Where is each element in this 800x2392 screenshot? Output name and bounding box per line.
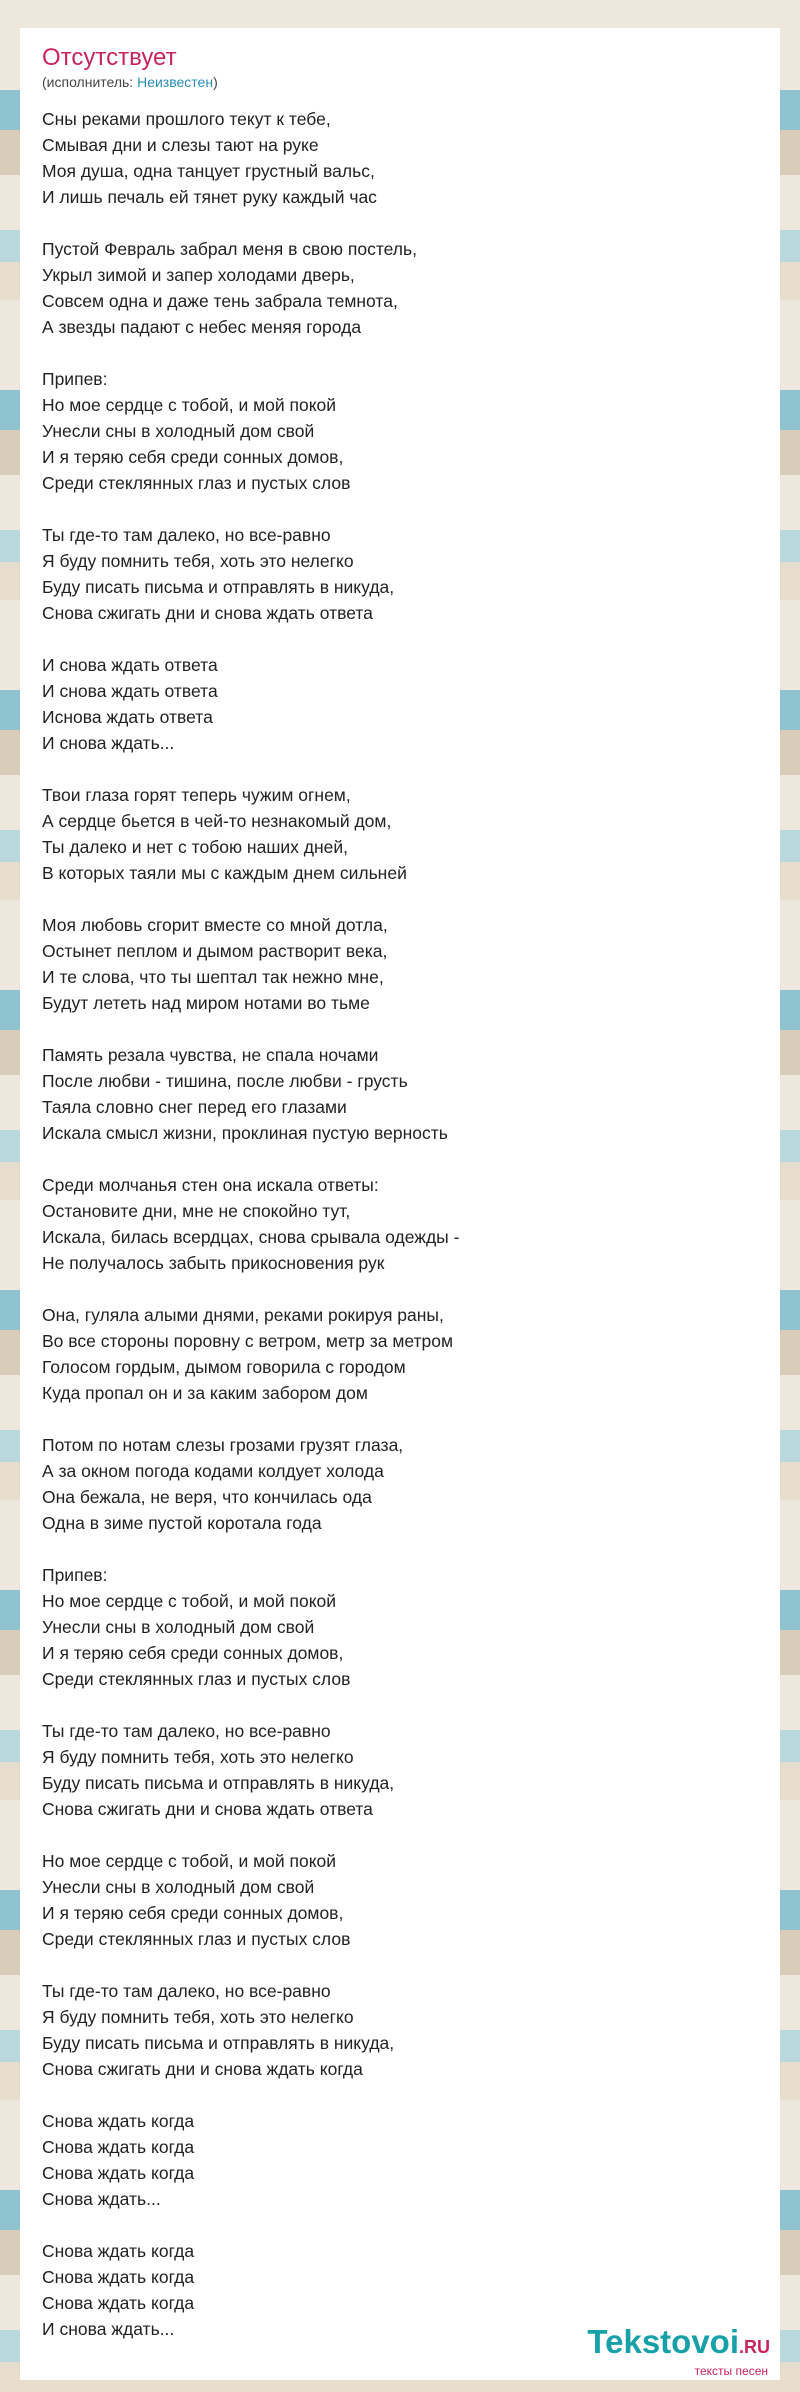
lyrics-stanza — [42, 1302, 758, 1406]
lyric-line: Но мое сердце с тобой, и мой покой — [42, 1851, 337, 1871]
lyrics-stanza — [42, 1848, 758, 1952]
lyric-line: Ты где-то там далеко, но все-равно — [42, 1981, 331, 2001]
lyric-line: Я буду помнить тебя, хоть это нелегко — [42, 551, 354, 571]
lyric-line: Она бежала, не веря, что кончилась ода — [42, 1487, 372, 1507]
lyric-line: Искала, билась всердцах, снова срывала одежды - — [42, 1227, 460, 1247]
lyric-line: Среди стеклянных глаз и пустых слов — [42, 1929, 351, 1949]
lyric-line: Снова сжигать дни и снова ждать ответа — [42, 603, 373, 623]
lyrics-stanza — [42, 1718, 758, 1822]
lyric-line: Снова ждать когда — [42, 2163, 195, 2183]
song-title: Отсутствует — [42, 44, 177, 71]
lyric-line: А звезды падают с небес меняя города — [42, 317, 362, 337]
lyric-line: Ты далеко и нет с тобою наших дней, — [42, 837, 349, 857]
logo-wordmark — [587, 2325, 770, 2364]
lyric-line: Ты где-то там далеко, но все-равно — [42, 1721, 331, 1741]
lyric-line: Унесли сны в холодный дом свой — [42, 421, 315, 441]
lyric-line: Припев: — [42, 369, 108, 389]
lyric-line: В которых таяли мы с каждым днем сильней — [42, 863, 407, 883]
artist-prefix: (исполнитель: — [42, 74, 138, 90]
lyrics-stanza — [42, 1978, 758, 2082]
lyric-line: Снова ждать когда — [42, 2293, 195, 2313]
lyric-line: И я теряю себя среди сонных домов, — [42, 447, 344, 467]
lyric-line: Среди стеклянных глаз и пустых слов — [42, 1669, 351, 1689]
lyric-line: Снова ждать когда — [42, 2241, 195, 2261]
lyric-line: Я буду помнить тебя, хоть это нелегко — [42, 2007, 354, 2027]
lyric-line: Будут лететь над миром нотами во тьме — [42, 993, 370, 1013]
lyric-line: Среди молчанья стен она искала ответы: — [42, 1175, 379, 1195]
lyric-line: Потом по нотам слезы грозами грузят глаза, — [42, 1435, 404, 1455]
site-logo[interactable] — [587, 2325, 770, 2378]
lyric-line: И снова ждать... — [42, 733, 175, 753]
artist-line — [42, 72, 758, 92]
artist-suffix: ) — [213, 74, 218, 90]
lyric-line: Снова сжигать дни и снова ждать ответа — [42, 1799, 373, 1819]
lyric-line: Твои глаза горят теперь чужим огнем, — [42, 785, 351, 805]
lyrics-page — [20, 28, 780, 2380]
logo-tld: .RU — [739, 2337, 770, 2357]
lyric-line: А сердце бьется в чей-то незнакомый дом, — [42, 811, 392, 831]
lyrics-stanza — [42, 106, 758, 210]
lyrics-stanza — [42, 366, 758, 496]
lyric-line: А за окном погода кодами колдует холода — [42, 1461, 384, 1481]
lyric-line: И снова ждать ответа — [42, 681, 218, 701]
lyric-line: И лишь печаль ей тянет руку каждый час — [42, 187, 377, 207]
lyric-line: Буду писать письма и отправлять в никуда, — [42, 577, 395, 597]
lyric-line: Искала смысл жизни, проклиная пустую верность — [42, 1123, 448, 1143]
lyric-line: Пустой Февраль забрал меня в свою постель, — [42, 239, 417, 259]
lyric-line: И снова ждать... — [42, 2319, 175, 2339]
lyric-line: Унесли сны в холодный дом свой — [42, 1877, 315, 1897]
lyrics-stanza — [42, 1562, 758, 1692]
lyric-line: После любви - тишина, после любви - грусть — [42, 1071, 408, 1091]
lyric-line: Не получалось забыть прикосновения рук — [42, 1253, 385, 1273]
lyrics-stanza — [42, 522, 758, 626]
lyric-line: Она, гуляла алыми днями, реками рокируя раны, — [42, 1305, 444, 1325]
lyric-line: Моя любовь сгорит вместе со мной дотла, — [42, 915, 388, 935]
artist-link[interactable]: Неизвестен — [137, 74, 214, 90]
lyric-line: Голосом гордым, дымом говорила с городом — [42, 1357, 406, 1377]
lyric-line: Я буду помнить тебя, хоть это нелегко — [42, 1747, 354, 1767]
lyric-line: Среди стеклянных глаз и пустых слов — [42, 473, 351, 493]
lyric-line: Но мое сердце с тобой, и мой покой — [42, 1591, 337, 1611]
lyric-line: Буду писать письма и отправлять в никуда, — [42, 1773, 395, 1793]
lyric-line: Буду писать письма и отправлять в никуда, — [42, 2033, 395, 2053]
lyric-line: И снова ждать ответа — [42, 655, 218, 675]
lyrics-stanza — [42, 782, 758, 886]
lyric-line: И я теряю себя среди сонных домов, — [42, 1903, 344, 1923]
lyric-line: Припев: — [42, 1565, 108, 1585]
logo-name: Tekstovoi — [587, 2323, 739, 2360]
lyric-line: И те слова, что ты шептал так нежно мне, — [42, 967, 384, 987]
lyric-line: Куда пропал он и за каким забором дом — [42, 1383, 368, 1403]
lyrics-body — [42, 106, 758, 2342]
lyric-line: Снова сжигать дни и снова ждать когда — [42, 2059, 363, 2079]
lyric-line: Память резала чувства, не спала ночами — [42, 1045, 379, 1065]
lyric-line: Смывая дни и слезы тают на руке — [42, 135, 319, 155]
lyric-line: Остановите дни, мне не спокойно тут, — [42, 1201, 351, 1221]
lyric-line: Унесли сны в холодный дом свой — [42, 1617, 315, 1637]
lyric-line: Иснова ждать ответа — [42, 707, 213, 727]
lyric-line: Одна в зиме пустой коротала года — [42, 1513, 322, 1533]
lyric-line: И я теряю себя среди сонных домов, — [42, 1643, 344, 1663]
lyric-line: Во все стороны поровну с ветром, метр за метром — [42, 1331, 454, 1351]
lyric-line: Моя душа, одна танцует грустный вальс, — [42, 161, 375, 181]
lyrics-stanza — [42, 2108, 758, 2212]
lyrics-stanza — [42, 1172, 758, 1276]
logo-tagline: тексты песен — [694, 2364, 768, 2378]
lyrics-stanza — [42, 912, 758, 1016]
lyric-line: Укрыл зимой и запер холодами дверь, — [42, 265, 355, 285]
lyric-line: Совсем одна и даже тень забрала темнота, — [42, 291, 398, 311]
lyrics-stanza — [42, 652, 758, 756]
lyric-line: Снова ждать когда — [42, 2137, 195, 2157]
lyrics-stanza — [42, 1432, 758, 1536]
lyric-line: Но мое сердце с тобой, и мой покой — [42, 395, 337, 415]
lyric-line: Снова ждать когда — [42, 2267, 195, 2287]
lyric-line: Остынет пеплом и дымом растворит века, — [42, 941, 388, 961]
lyric-line: Ты где-то там далеко, но все-равно — [42, 525, 331, 545]
lyric-line: Таяла словно снег перед его глазами — [42, 1097, 347, 1117]
lyric-line: Снова ждать... — [42, 2189, 161, 2209]
lyrics-stanza — [42, 236, 758, 340]
lyric-line: Снова ждать когда — [42, 2111, 195, 2131]
lyrics-stanza — [42, 1042, 758, 1146]
lyric-line: Сны реками прошлого текут к тебе, — [42, 109, 331, 129]
